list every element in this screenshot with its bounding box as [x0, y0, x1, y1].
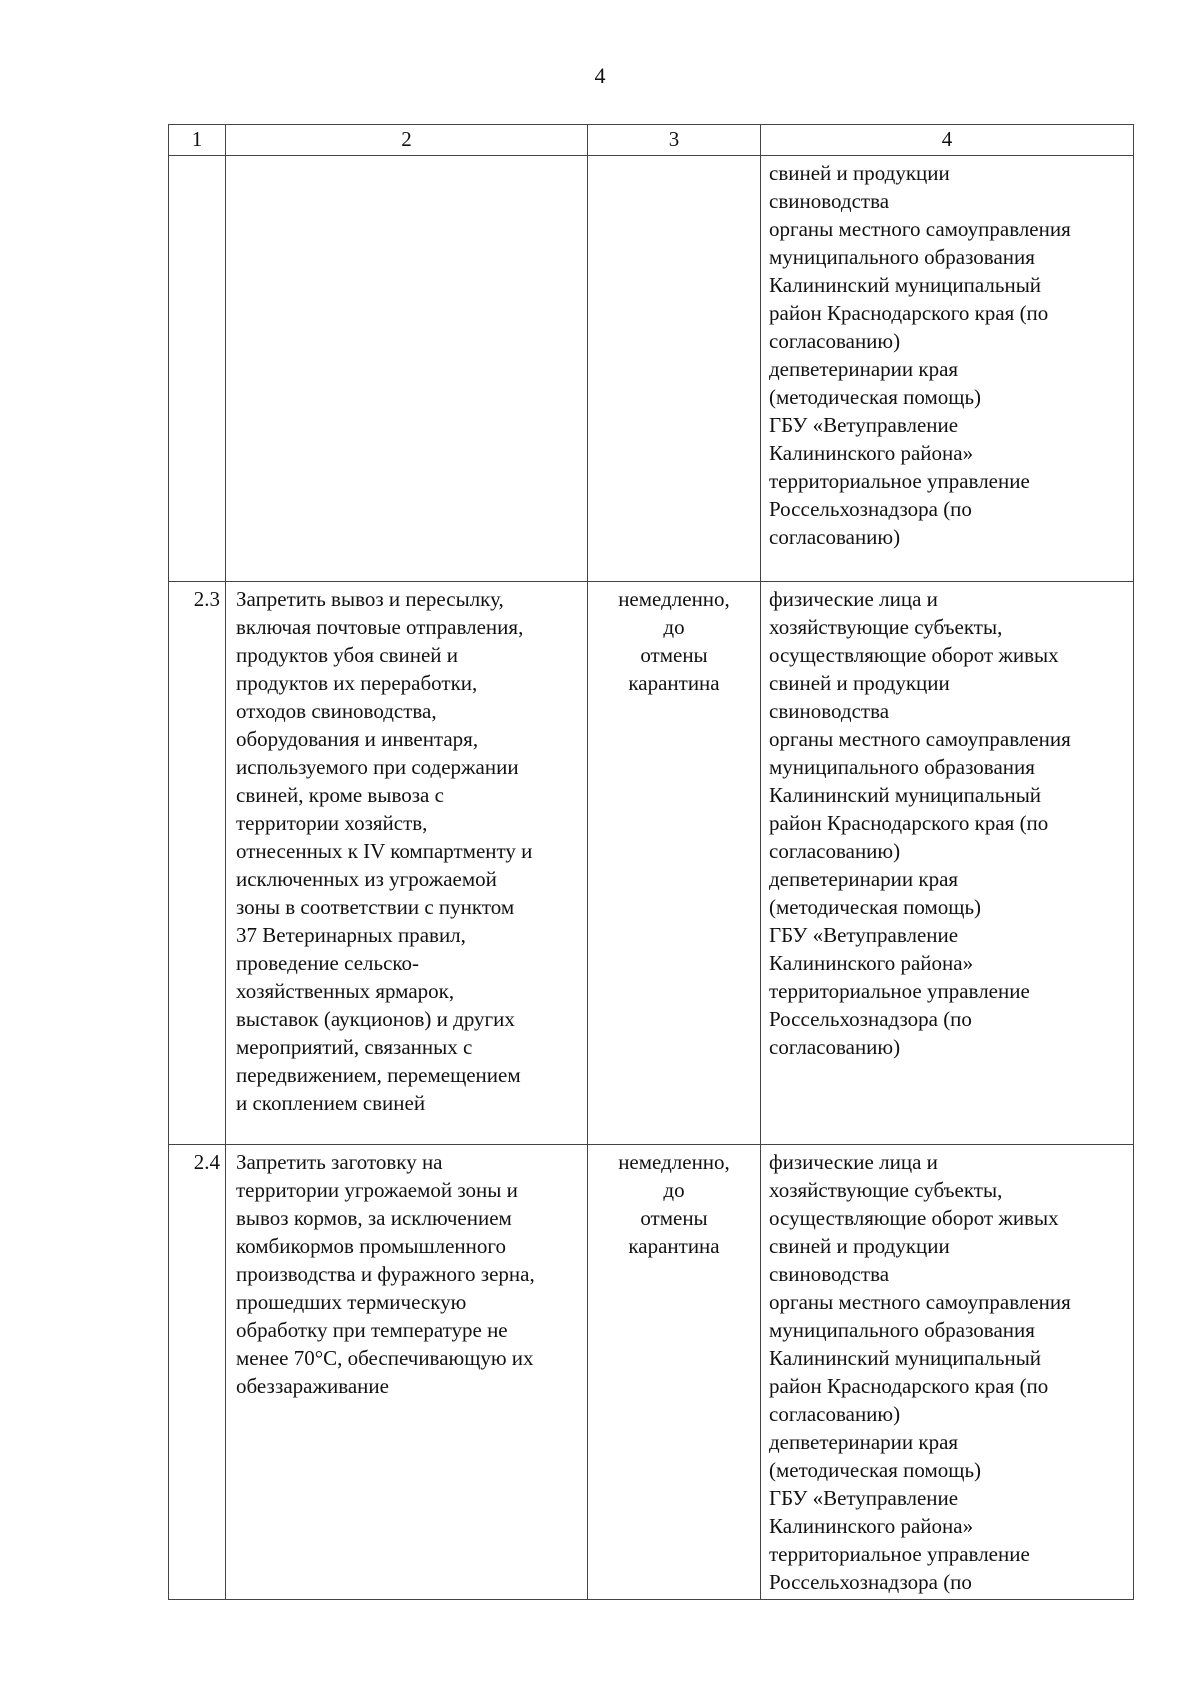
text-line: осуществляющие оборот живых — [769, 643, 1059, 667]
text-line: Калининского района» — [769, 1514, 974, 1538]
text-line: (методическая помощь) — [769, 385, 982, 409]
term-cell — [588, 156, 761, 582]
row-number — [169, 156, 226, 582]
text-line: Калининский муниципальный — [769, 1346, 1042, 1370]
text-line: Запретить вывоз и пересылку, — [236, 587, 504, 611]
text-line: Россельхознадзора (по — [769, 1570, 972, 1594]
text-line: депветеринарии края — [769, 867, 959, 891]
page-number: 4 — [594, 63, 606, 88]
text-line: физические лица и — [769, 587, 938, 611]
text-line: Калининский муниципальный — [769, 783, 1042, 807]
text-line: территории угрожаемой зоны и — [236, 1178, 518, 1202]
text-line: свиней и продукции — [769, 161, 950, 185]
measure-cell — [226, 582, 588, 1145]
text-line: зоны в соответствии с пунктом — [236, 895, 515, 919]
text-line: территориальное управление — [769, 1542, 1030, 1566]
text-line: органы местного самоуправления — [769, 217, 1071, 241]
text-line: (методическая помощь) — [769, 1458, 982, 1482]
table-row-2-4 — [169, 1145, 1134, 1600]
text-line: Россельхознадзора (по — [769, 1007, 972, 1031]
text-line: отходов свиноводства, — [236, 699, 437, 723]
text-line: менее 70°С, обеспечивающую их — [236, 1346, 534, 1370]
text-line: Калининский муниципальный — [769, 273, 1042, 297]
text-line: район Краснодарского края (по — [769, 811, 1049, 835]
text-line: исключенных из угрожаемой — [236, 867, 497, 891]
text-line: свиноводства — [769, 1262, 890, 1286]
table-row-2-3 — [169, 582, 1134, 1145]
text-line: свиноводства — [769, 189, 890, 213]
text-line: проведение сельско- — [236, 951, 420, 975]
text-line: согласованию) — [769, 525, 901, 549]
text-line: выставок (аукционов) и других — [236, 1007, 515, 1031]
text-line: свиней и продукции — [769, 671, 950, 695]
term-cell — [588, 582, 761, 1145]
text-line: хозяйствующие субъекты, — [769, 1178, 1003, 1202]
text-line: территории хозяйств, — [236, 811, 428, 835]
text-line: комбикормов промышленного — [236, 1234, 506, 1258]
text-line: свиней, кроме вывоза с — [236, 783, 444, 807]
text-line: хозяйственных ярмарок, — [236, 979, 455, 1003]
text-line: Запретить заготовку на — [236, 1150, 443, 1174]
text-line: включая почтовые отправления, — [236, 615, 524, 639]
text-line: продуктов убоя свиней и — [236, 643, 458, 667]
text-line: обработку при температуре не — [236, 1318, 508, 1342]
text-line: органы местного самоуправления — [769, 1290, 1071, 1314]
text-line: ГБУ «Ветуправление — [769, 1486, 959, 1510]
text-line: согласованию) — [769, 839, 901, 863]
text-line: отнесенных к IV компартменту и — [236, 839, 533, 863]
text-line: физические лица и — [769, 1150, 938, 1174]
text-line: территориальное управление — [769, 469, 1030, 493]
text-line: (методическая помощь) — [769, 895, 982, 919]
text-line: согласованию) — [769, 329, 901, 353]
text-line: территориальное управление — [769, 979, 1030, 1003]
text-line: район Краснодарского края (по — [769, 1374, 1049, 1398]
row-number: 2.3 — [169, 582, 226, 1145]
term-cell — [588, 1145, 761, 1600]
table-header-row — [169, 125, 1134, 156]
text-line: муниципального образования — [769, 245, 1035, 269]
table-row-continued — [169, 156, 1134, 582]
column-header-3: 3 — [588, 125, 761, 156]
text-line: прошедших термическую — [236, 1290, 467, 1314]
text-line: район Краснодарского края (по — [769, 301, 1049, 325]
text-line: производства и фуражного зерна, — [236, 1262, 535, 1286]
text-line: депветеринарии края — [769, 1430, 959, 1454]
column-header-2: 2 — [226, 125, 588, 156]
text-line: используемого при содержании — [236, 755, 519, 779]
text-line: согласованию) — [769, 1402, 901, 1426]
text-line: немедленно, — [618, 587, 730, 611]
column-header-1: 1 — [169, 125, 226, 156]
text-line: продуктов их переработки, — [236, 671, 478, 695]
text-line: муниципального образования — [769, 755, 1035, 779]
measure-cell — [226, 156, 588, 582]
text-line: согласованию) — [769, 1035, 901, 1059]
text-line: до — [663, 615, 685, 639]
row-number: 2.4 — [169, 1145, 226, 1600]
text-line: свиней и продукции — [769, 1234, 950, 1258]
text-line: хозяйствующие субъекты, — [769, 615, 1003, 639]
text-line: органы местного самоуправления — [769, 727, 1071, 751]
text-line: отмены — [640, 643, 708, 667]
column-header-4: 4 — [761, 125, 1134, 156]
text-line: и скоплением свиней — [236, 1091, 426, 1115]
measures-table — [168, 124, 1134, 1600]
responsible-cell — [761, 156, 1134, 582]
text-line: Россельхознадзора (по — [769, 497, 972, 521]
text-line: мероприятий, связанных с — [236, 1035, 473, 1059]
responsible-cell — [761, 582, 1134, 1145]
text-line: Калининского района» — [769, 951, 974, 975]
text-line: свиноводства — [769, 699, 890, 723]
text-line: карантина — [628, 1234, 720, 1258]
text-line: вывоз кормов, за исключением — [236, 1206, 512, 1230]
text-line: оборудования и инвентаря, — [236, 727, 479, 751]
text-line: 37 Ветеринарных правил, — [236, 923, 466, 947]
text-line: ГБУ «Ветуправление — [769, 413, 959, 437]
text-line: передвижением, перемещением — [236, 1063, 521, 1087]
text-line: осуществляющие оборот живых — [769, 1206, 1059, 1230]
text-line: обеззараживание — [236, 1374, 389, 1398]
text-line: отмены — [640, 1206, 708, 1230]
text-line: муниципального образования — [769, 1318, 1035, 1342]
measure-cell — [226, 1145, 588, 1600]
text-line: Калининского района» — [769, 441, 974, 465]
text-line: немедленно, — [618, 1150, 730, 1174]
text-line: депветеринарии края — [769, 357, 959, 381]
text-line: карантина — [628, 671, 720, 695]
text-line: ГБУ «Ветуправление — [769, 923, 959, 947]
text-line: до — [663, 1178, 685, 1202]
responsible-cell — [761, 1145, 1134, 1600]
